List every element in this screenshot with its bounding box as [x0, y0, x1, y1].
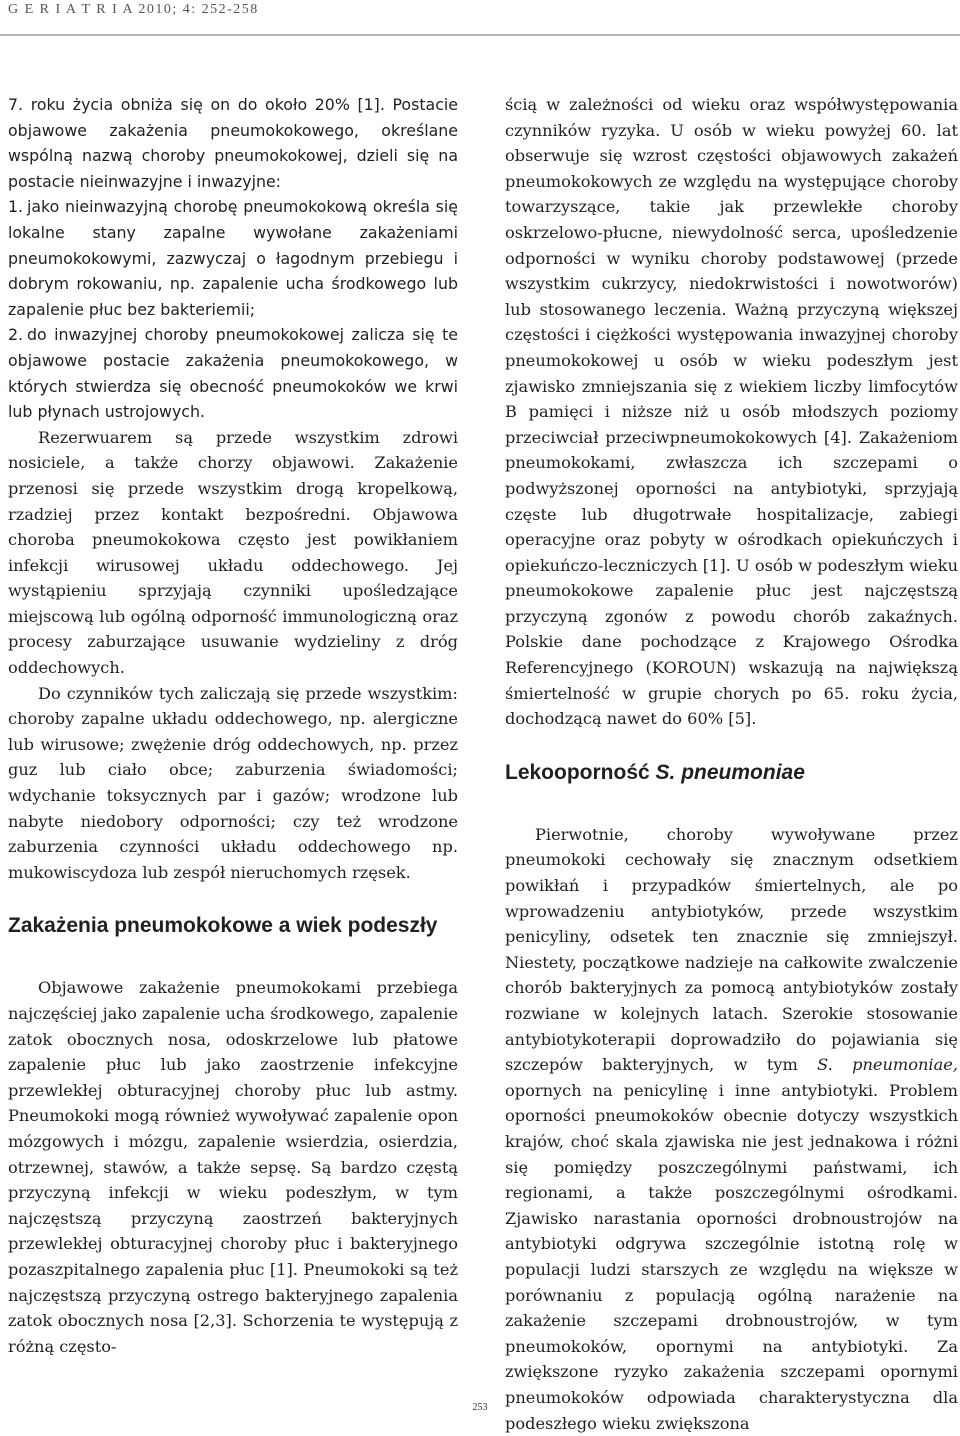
left-column	[8, 92, 458, 1359]
heading-text: Lekooporność	[505, 760, 656, 784]
heading-species: S. pneumoniae	[655, 760, 805, 784]
factors-paragraph: Do czynników tych zaliczają się przede wszystkim: choroby zapalne układu oddechowego, np. alergiczne lub wirusowe; zwężenie dróg oddechowych, np. przez guz lub ciało obce; zaburzenia świadomości; wdychanie toksycznych par i gazów; wrodzone lub nabyte niedobory odporności; czy też wrodzone zaburzenia czynności układu oddechowego np. mukowiscydoza lub zespół nieruchomych rzęsek.	[8, 683, 458, 882]
list-item-text: jako nieinwazyjną chorobę pneumokokową określa się lokalne stany zapalne wywołane zakażeniami pneumokokowymi, zazwyczaj o łagodnym przebiegu i dobrym rokowaniu, np. zapalenie ucha środkowego lub zapalenie płuc bez bakteriemii;	[8, 197, 458, 319]
running-head: G E R I A T R I A 2010; 4: 252-258	[8, 2, 259, 17]
disease-forms-list	[8, 194, 458, 424]
page-number: 253	[472, 1402, 488, 1413]
list-item	[8, 322, 458, 424]
resistance-paragraph	[505, 822, 958, 1436]
list-item-number: 1.	[8, 197, 24, 217]
continuation-paragraph: ścią w zależności od wieku oraz współwystępowania czynników ryzyka. U osób w wieku powyżej 60. lat obserwuje się wzrost częstości objawowych zakażeń pneumokokowych ze względu na występujące choroby towarzyszące, takie jak przewlekłe choroby oskrzelowo-płucne, niewydolność serca, upośledzenie odporności w wyniku choroby podstawowej (przede wszystkim cukrzycy, niedokrwistości i nowotworów) lub stosowanego leczenia. Ważną przyczyną większej częstości i ciężkości występowania inwazyjnej choroby pneumokokowej u osób w wieku podeszłym jest zjawisko zmniejszania się z wiekiem liczby limfocytów B pamięci i niższe niż u osób młodszych poziomy przeciwciał przeciwpneumokokowych [4]. Zakażeniom pneumokokami, zwłaszcza ich szczepami o podwyższonej oporności na antybiotyki, sprzyjają częste lub długotrwałe hospitalizacje, zabiegi operacyjne oraz pobyty w ośrodkach opiekuńczych i opiekuńczo-leczniczych [1]. U osób w podeszłym wieku pneumokokowe zapalenie płuc jest najczęstszą przyczyną zgonów z powodu chorób zakaźnych. Polskie dane pochodzące z Krajowego Ośrodka Referencyjnego (KOROUN) wskazują na największą śmiertelność w grupie chorych po 65. roku życia, dochodzącą nawet do 60% [5].	[505, 95, 958, 729]
list-item-text: do inwazyjnej choroby pneumokokowej zalicza się te objawowe postacie zakażenia pneumokokowego, w których stwierdza się obecność pneumokoków we krwi lub płynach ustrojowych.	[8, 325, 458, 422]
resistance-text-b: opornych na penicylinę i inne antybiotyki. Problem oporności pneumokoków obecnie dotyczy wszystkich krajów, choć skala zjawiska nie jest jednakowa i różni się pomiędzy poszczególnymi państwami, ich regionami, a także poszczególnymi ośrodkami. Zjawisko narastania oporności drobnoustrojów na antybiotyki odgrywa szczególnie istotną rolę w populacji ludzi starszych ze względu na większe w porównaniu z populacją ogólną narażenie na zakażenie szczepami drobnoustrojów, w tym pneumokoków, opornymi na antybiotyki. Za zwiększone ryzyko zakażenia szczepami opornymi pneumokoków odpowiada charakterystyczna dla podeszłego wieku zwiększona	[505, 1080, 958, 1433]
reservoir-paragraph: Rezerwuarem są przede wszystkim zdrowi nosiciele, a także chorzy objawowi. Zakażenie przenosi się przede wszystkim drogą kropelkową, rzadziej przez kontakt bezpośredni. Objawowa choroba pneumokokowa często jest powikłaniem infekcji wirusowej układu oddechowego. Jej wystąpieniu sprzyjają czynniki upośledzające miejscową lub ogólną odporność immunologiczną oraz procesy zaburzające usuwanie wydzieliny z dróg oddechowych.	[8, 427, 458, 678]
section-heading-elderly: Zakażenia pneumokokowe a wiek podeszły	[8, 914, 438, 938]
right-column	[505, 92, 958, 1436]
elderly-paragraph: Objawowe zakażenie pneumokokami przebiega najczęściej jako zapalenie ucha środkowego, zapalenie zatok obocznych nosa, odoskrzelowe lub płatowe zapalenie płuc lub jako zaostrzenie infekcyjne przewlekłej obturacyjnej choroby płuc lub astmy. Pneumokoki mogą również wywoływać zapalenie opon mózgowych i mózgu, zapalenie wsierdzia, osierdzia, otrzewnej, stawów, a także sepsę. Są bardzo częstą przyczyną infekcji w wieku podeszłym, w tym najczęstszą przyczyną zaostrzeń bakteryjnych przewlekłej obturacyjnej choroby płuc i bakteryjnego pozaszpitalnego zapalenia płuc [1]. Pneumokoki są też najczęstszą przyczyną ostrego bakteryjnego zapalenia zatok obocznych nosa [2,3]. Schorzenia te występują z różną często-	[8, 978, 458, 1356]
resistance-text-a: Pierwotnie, choroby wywoływane przez pneumokoki cechowały się znacznym odsetkiem powikłań i przypadków śmiertelnych, ale po wprowadzeniu antybiotyków, przede wszystkim penicyliny, odsetek ten znacznie się zmniejszył. Niestety, początkowe nadzieje na całkowite zwalczenie chorób bakteryjnych za pomocą antybiotyków zostały rozwiane w kolejnych latach. Szerokie stosowanie antybiotykoterapii doprowadziło do pojawiania się szczepów bakteryjnych, w tym	[505, 824, 958, 1075]
list-item-number: 2.	[8, 325, 24, 345]
intro-paragraph: 7. roku życia obniża się on do około 20% [1]. Postacie objawowe zakażenia pneumokokowego, określane wspólną nazwą choroby pneumokokowej, dzieli się na postacie nieinwazyjne i inwazyjne:	[8, 95, 458, 191]
species-name: S. pneumoniae,	[817, 1055, 958, 1075]
list-item	[8, 194, 458, 322]
header-rule	[0, 34, 960, 36]
section-heading-resistance	[505, 760, 958, 786]
